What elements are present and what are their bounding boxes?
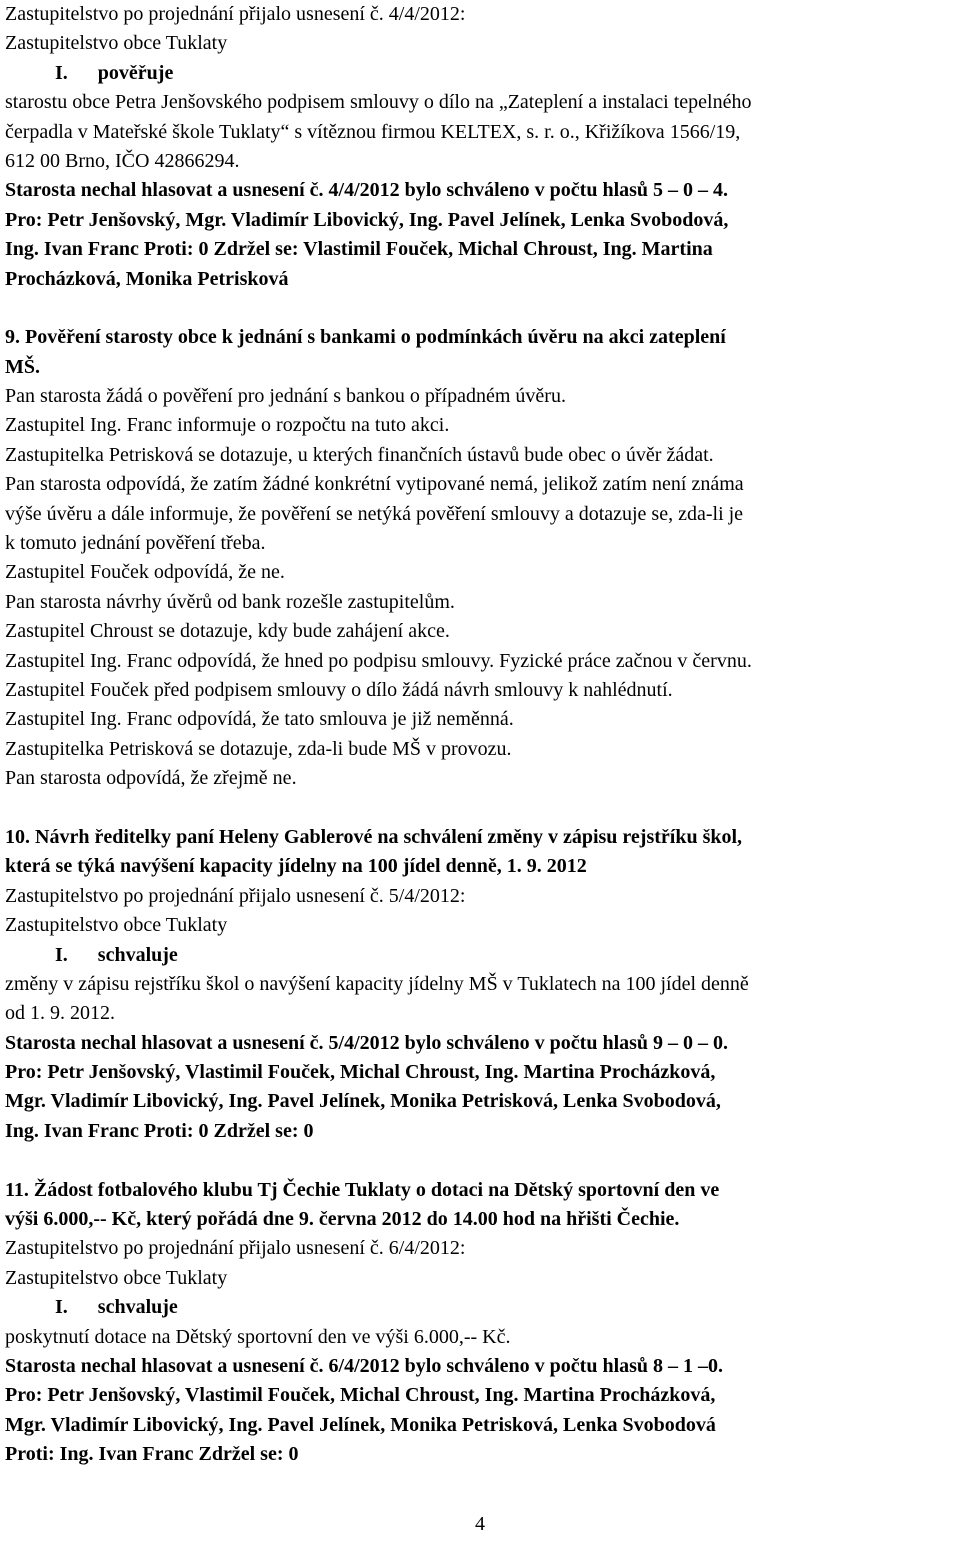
- vote-line: Ing. Ivan Franc Proti: 0 Zdržel se: Vlastimil Fouček, Michal Chroust, Ing. Martina: [5, 238, 713, 261]
- spacer: [5, 1146, 955, 1175]
- minutes-line: Zastupitel Ing. Franc odpovídá, že tato smlouva je již neměnná.: [5, 708, 514, 731]
- vote-line: Starosta nechal hlasovat a usnesení č. 6/4/2012 bylo schváleno v počtu hlasů 8 – 1 –0.: [5, 1354, 724, 1377]
- minutes-line: Zastupitel Fouček před podpisem smlouvy o dílo žádá návrh smlouvy k nahlédnutí.: [5, 678, 673, 701]
- item-heading-line: 9. Pověření starosty obce k jednání s bankami o podmínkách úvěru na akci zateplení: [5, 326, 726, 349]
- resolution-intro: Zastupitelstvo po projednání přijalo usnesení č. 4/4/2012:: [5, 3, 466, 25]
- resolution-text-line: od 1. 9. 2012.: [5, 1002, 115, 1025]
- item-heading-line: výši 6.000,-- Kč, který pořádá dne 9. června 2012 do 14.00 hod na hřišti Čechie.: [5, 1208, 680, 1231]
- page-number: 4: [475, 1513, 485, 1535]
- vote-line: Ing. Ivan Franc Proti: 0 Zdržel se: 0: [5, 1119, 314, 1142]
- resolution-text-line: změny v zápisu rejstříku škol o navýšení kapacity jídelny MŠ v Tuklatech na 100 jídel denně: [5, 972, 749, 995]
- item-9-block: [5, 323, 955, 793]
- minutes-line: Pan starosta žádá o pověření pro jednání s bankou o případném úvěru.: [5, 385, 566, 408]
- resolution-verb: pověřuje: [97, 61, 174, 84]
- vote-line: Pro: Petr Jenšovský, Vlastimil Fouček, Michal Chroust, Ing. Martina Procházková,: [5, 1384, 716, 1407]
- resolution-verb: schvaluje: [97, 943, 178, 966]
- spacer: [5, 294, 955, 323]
- resolution-4-block: [5, 0, 955, 294]
- minutes-line: Zastupitelka Petrisková se dotazuje, zda-li bude MŠ v provozu.: [5, 737, 512, 760]
- minutes-line: Zastupitel Chroust se dotazuje, kdy bude zahájení akce.: [5, 620, 450, 643]
- resolution-text-line: 612 00 Brno, IČO 42866294.: [5, 149, 240, 172]
- vote-line: Pro: Petr Jenšovský, Vlastimil Fouček, Michal Chroust, Ing. Martina Procházková,: [5, 1061, 716, 1084]
- minutes-line: Zastupitel Ing. Franc informuje o rozpočtu na tuto akci.: [5, 414, 450, 437]
- roman-numeral: I.: [55, 943, 68, 966]
- roman-numeral: I.: [55, 1296, 68, 1319]
- council-name: Zastupitelstvo obce Tuklaty: [5, 914, 228, 937]
- resolution-text-line: poskytnutí dotace na Dětský sportovní den ve výši 6.000,-- Kč.: [5, 1325, 511, 1348]
- item-heading-line: MŠ.: [5, 355, 40, 378]
- spacer: [5, 794, 955, 823]
- roman-numeral: I.: [55, 61, 68, 84]
- resolution-intro: Zastupitelstvo po projednání přijalo usnesení č. 6/4/2012:: [5, 1237, 466, 1260]
- item-11-block: [5, 1176, 955, 1470]
- vote-line: Procházková, Monika Petrisková: [5, 267, 289, 290]
- resolution-verb-line: [5, 59, 955, 88]
- minutes-line: Pan starosta odpovídá, že zatím žádné konkrétní vytipované nemá, jelikož zatím není známa: [5, 473, 744, 496]
- vote-line: Mgr. Vladimír Libovický, Ing. Pavel Jelínek, Monika Petrisková, Lenka Svobodová,: [5, 1090, 721, 1113]
- resolution-verb: schvaluje: [97, 1296, 178, 1319]
- minutes-line: výše úvěru a dále informuje, že pověření se netýká pověření smlouvy a dotazuje se, zda-li je: [5, 502, 744, 525]
- minutes-line: k tomuto jednání pověření třeba.: [5, 532, 266, 555]
- minutes-line: Pan starosta odpovídá, že zřejmě ne.: [5, 767, 297, 790]
- document-page: [5, 0, 955, 1470]
- item-heading-line: 10. Návrh ředitelky paní Heleny Gablerové na schválení změny v zápisu rejstříku škol,: [5, 825, 743, 848]
- minutes-line: Zastupitelka Petrisková se dotazuje, u kterých finančních ústavů bude obec o úvěr žádat.: [5, 443, 714, 466]
- vote-line: Starosta nechal hlasovat a usnesení č. 4/4/2012 bylo schváleno v počtu hlasů 5 – 0 – 4.: [5, 179, 729, 202]
- vote-line: Starosta nechal hlasovat a usnesení č. 5/4/2012 bylo schváleno v počtu hlasů 9 – 0 – 0.: [5, 1031, 729, 1054]
- item-heading-line: která se týká navýšení kapacity jídelny na 100 jídel denně, 1. 9. 2012: [5, 855, 587, 878]
- minutes-line: Pan starosta návrhy úvěrů od bank rozešle zastupitelům.: [5, 590, 455, 613]
- resolution-intro: Zastupitelstvo po projednání přijalo usnesení č. 5/4/2012:: [5, 884, 466, 907]
- resolution-text-line: starostu obce Petra Jenšovského podpisem smlouvy o dílo na „Zateplení a instalaci tepelného: [5, 91, 752, 114]
- vote-line: Proti: Ing. Ivan Franc Zdržel se: 0: [5, 1443, 299, 1466]
- vote-line: Mgr. Vladimír Libovický, Ing. Pavel Jelínek, Monika Petrisková, Lenka Svobodová: [5, 1413, 716, 1436]
- item-heading-line: 11. Žádost fotbalového klubu Tj Čechie Tuklaty o dotaci na Dětský sportovní den ve: [5, 1178, 720, 1201]
- council-name: Zastupitelstvo obce Tuklaty: [5, 1266, 228, 1289]
- resolution-verb-line: [5, 1293, 955, 1322]
- vote-line: Pro: Petr Jenšovský, Mgr. Vladimír Libovický, Ing. Pavel Jelínek, Lenka Svobodová,: [5, 208, 729, 231]
- council-name: Zastupitelstvo obce Tuklaty: [5, 32, 228, 55]
- resolution-verb-line: [5, 941, 955, 970]
- item-10-block: [5, 823, 955, 1146]
- resolution-text-line: čerpadla v Mateřské škole Tuklaty“ s vítěznou firmou KELTEX, s. r. o., Křižíkova 1566/19,: [5, 120, 741, 143]
- minutes-line: Zastupitel Fouček odpovídá, že ne.: [5, 561, 285, 584]
- minutes-line: Zastupitel Ing. Franc odpovídá, že hned po podpisu smlouvy. Fyzické práce začnou v červnu.: [5, 649, 752, 672]
